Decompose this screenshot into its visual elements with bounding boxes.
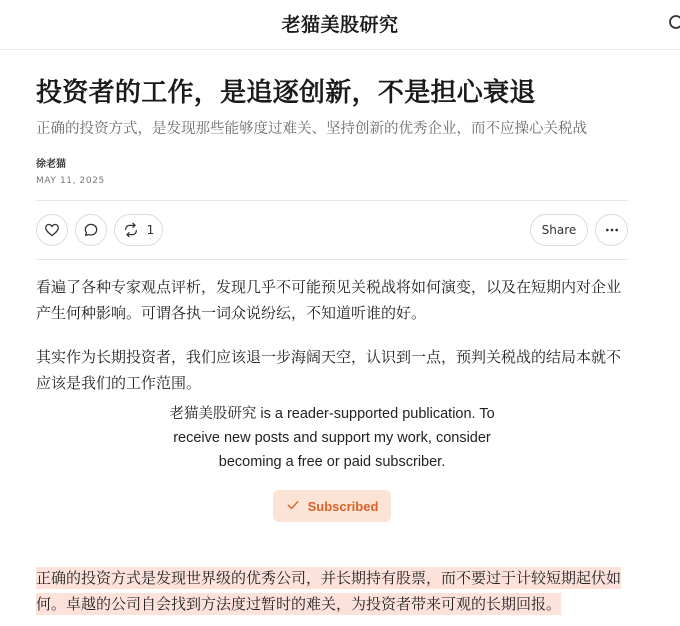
more-options-button[interactable] (595, 214, 628, 246)
comment-button[interactable] (75, 214, 107, 246)
publication-name[interactable]: 老猫美股研究 (281, 14, 399, 36)
publish-date: MAY 11, 2025 (36, 176, 105, 186)
share-label: Share (541, 223, 577, 237)
subscribed-label: Subscribed (307, 498, 379, 514)
like-button[interactable] (36, 214, 68, 246)
article-subtitle: 正确的投资方式，是发现那些能够度过难关、坚持创新的优秀企业，而不应操心关税战 (36, 121, 587, 137)
more-icon (604, 222, 620, 238)
action-bar (36, 201, 628, 259)
top-bar (0, 0, 680, 50)
divider (36, 259, 628, 260)
article (36, 50, 628, 396)
body-paragraph: 看遍了各种专家观点评析，发现几乎不可能预见关税战将如何演变，以及在短期内对企业产生何种影响。可谓各执一词众说纷纭，不知道听谁的好。 (36, 278, 622, 322)
heart-icon (44, 222, 60, 238)
article-title: 投资者的工作，是追逐创新，不是担心衰退 (36, 78, 536, 108)
restack-count: 1 (146, 223, 155, 237)
restack-button[interactable] (114, 214, 163, 246)
highlighted-text[interactable]: 正确的投资方式是发现世界级的优秀公司，并长期持有股票，而不要过于计较短期起伏如何。卓越的公司自会找到方法度过暂时的难关，为投资者带来可观的长期回报。 (36, 569, 622, 613)
subscribed-button[interactable] (273, 490, 391, 522)
highlighted-paragraph (36, 565, 628, 617)
search-icon[interactable] (668, 14, 680, 32)
body-paragraph: 其实作为长期投资者，我们应该退一步海阔天空，认识到一点，预判关税战的结局本就不应该是我们的工作范围。 (36, 348, 622, 392)
share-button[interactable] (530, 214, 588, 246)
highlighted-paragraph-container (36, 565, 628, 617)
subscribe-widget (36, 402, 628, 522)
comment-icon (83, 222, 99, 238)
check-icon (286, 498, 308, 515)
subscribe-text: 老猫美股研究 is a reader-supported publication. To receive new posts and support my work, consider becoming a free or paid subscriber. (169, 406, 495, 470)
restack-icon (123, 222, 139, 238)
author-name[interactable]: 徐老猫 (36, 159, 66, 170)
